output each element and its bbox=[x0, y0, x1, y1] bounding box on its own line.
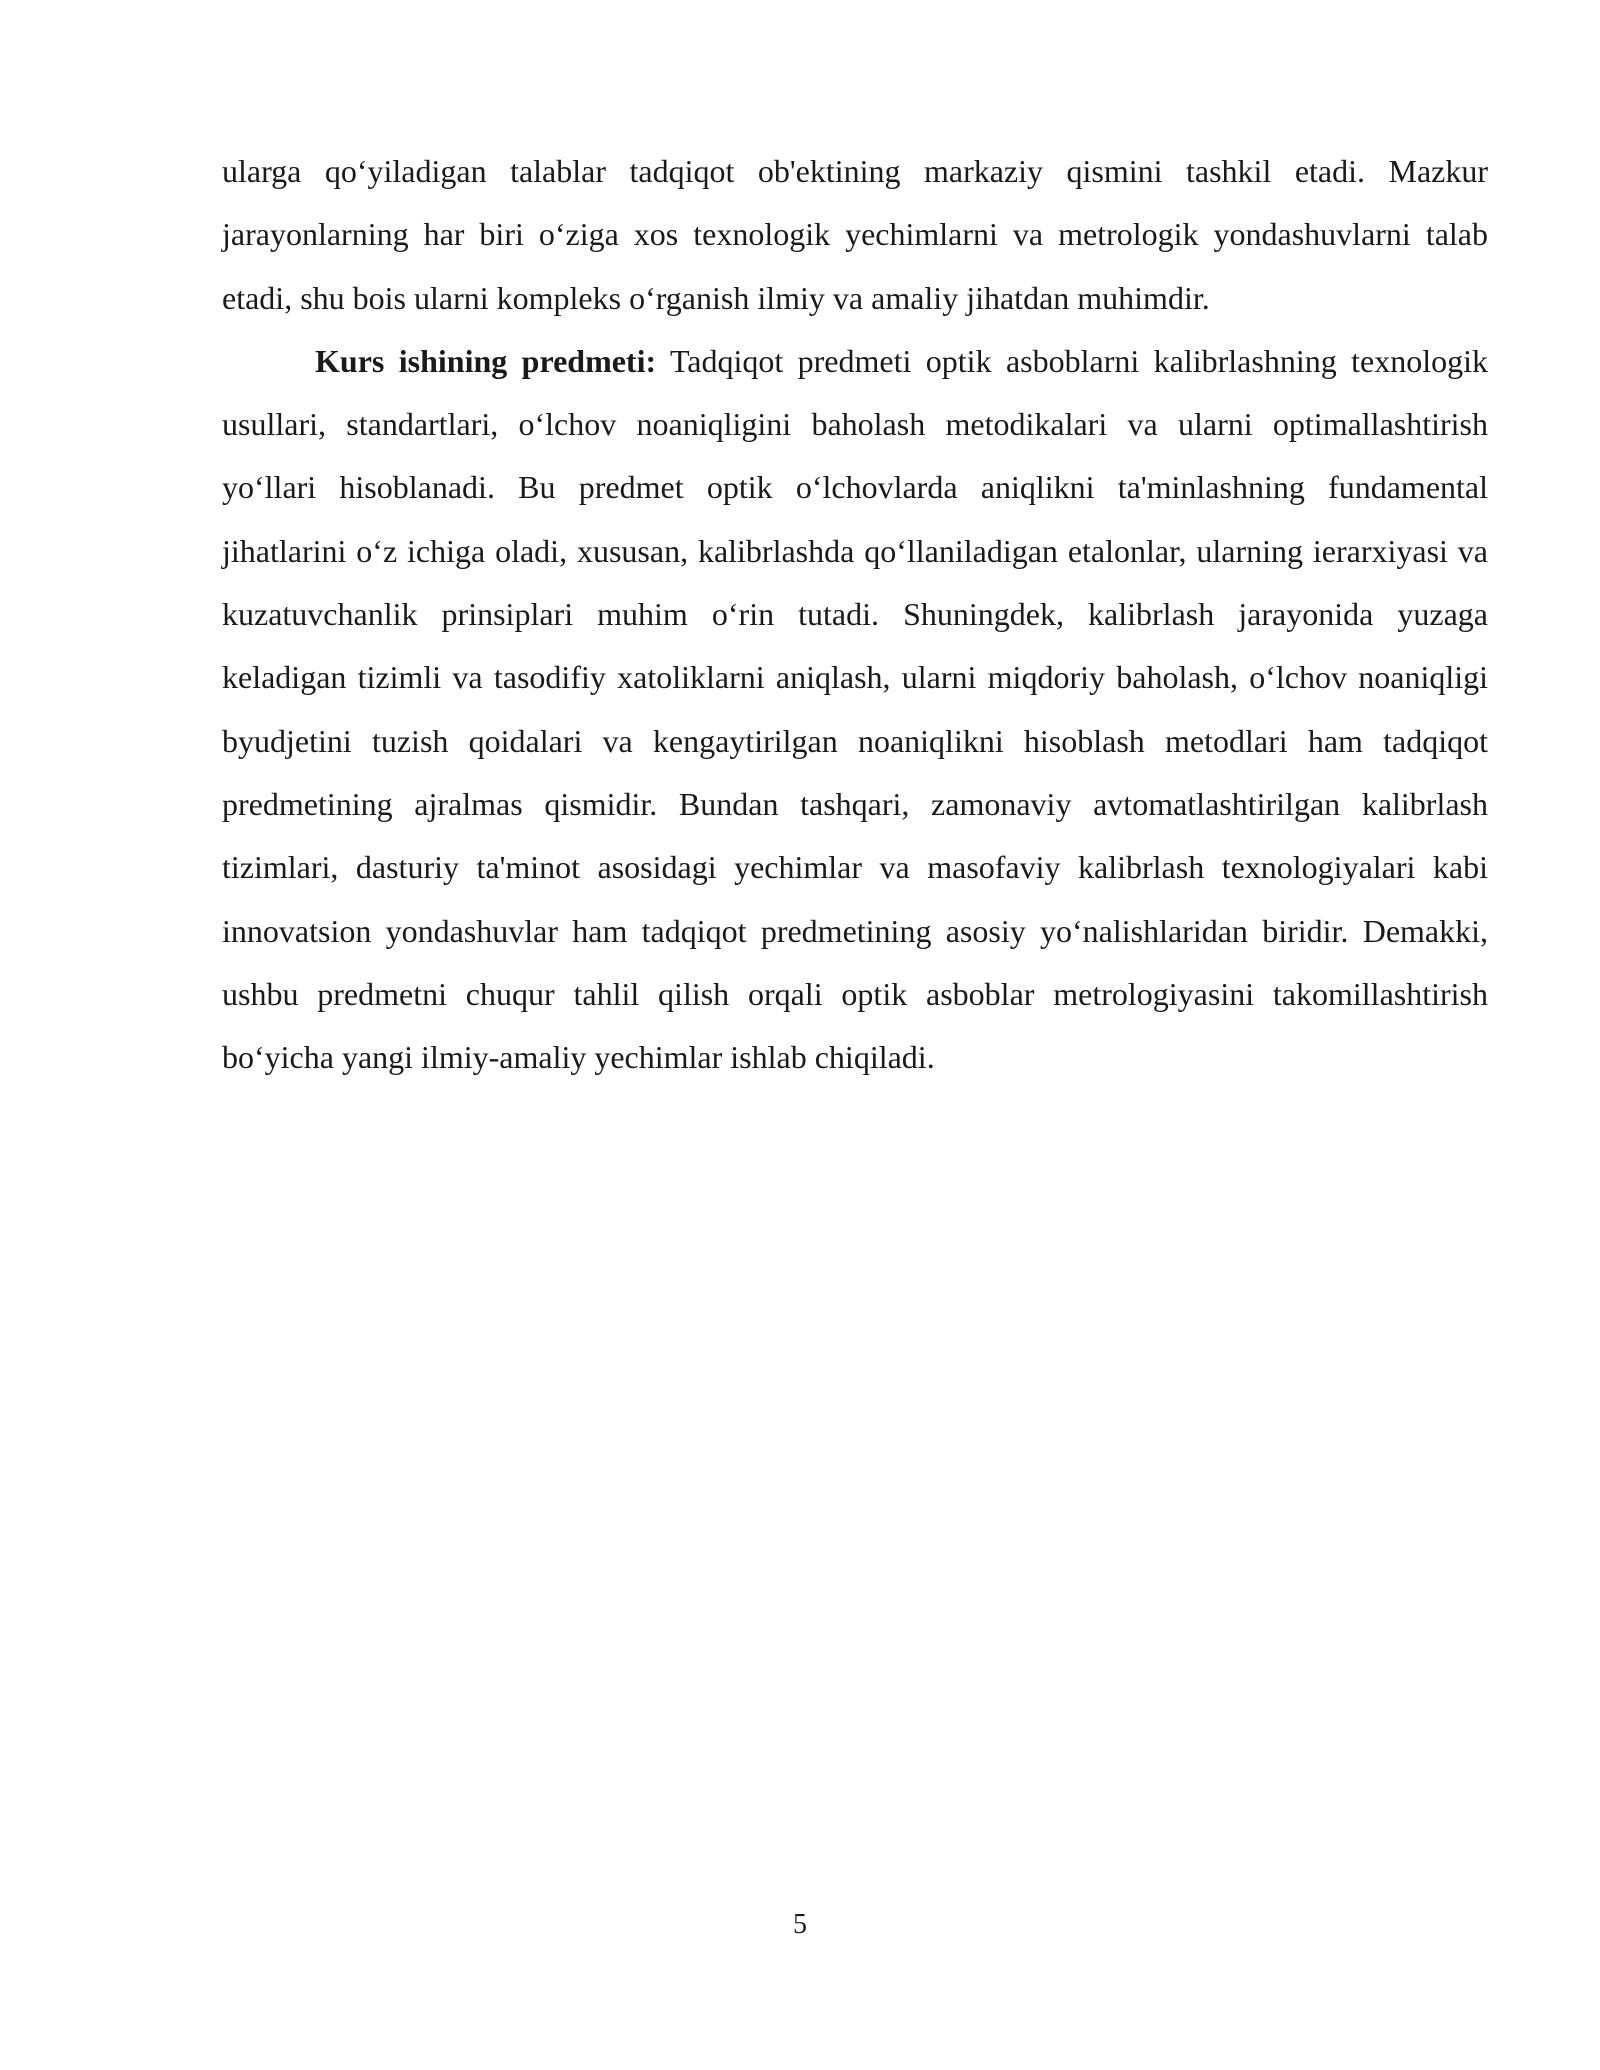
paragraph-body: Tadqiqot predmeti optik asboblarni kalibrlashning texnologik usullari, standartlari, o‘lchov noaniqligini baholash metodikalari va ularni optimallashtirish yo‘llari hisoblanadi. Bu predmet optik o‘lchovlarda aniqlikni ta'minlashning fundamental jihatlarini o‘z ichiga oladi, xususan, kalibrlashda qo‘llaniladigan etalonlar, ularning ierarxiyasi va kuzatuvchanlik prinsiplari muhim o‘rin tutadi. Shuningdek, kalibrlash jarayonida yuzaga keladigan tizimli va tasodifiy xatoliklarni aniqlash, ularni miqdoriy baholash, o‘lchov noaniqligi byudjetini tuzish qoidalari va kengaytirilgan noaniqlikni hisoblash metodlari ham tadqiqot predmetining ajralmas qismidir. Bundan tashqari, zamonaviy avtomatlashtirilgan kalibrlash tizimlari, dasturiy ta'minot asosidagi yechimlar va masofaviy kalibrlash texnologiyalari kabi innovatsion yondashuvlar ham tadqiqot predmetining asosiy yo‘nalishlaridan biridir. Demakki, ushbu predmetni chuqur tahlil qilish orqali optik asboblar metrologiyasini takomillashtirish bo‘yicha yangi ilmiy-amaliy yechimlar ishlab chiqiladi. bbox=[222, 342, 1489, 1076]
paragraph-intro-continuation: ularga qo‘yiladigan talablar tadqiqot ob'ektining markaziy qismini tashkil etadi. Mazkur jarayonlarning har biri o‘ziga xos texnologik yechimlarni va metrologik yondashuvlarni talab etadi, shu bois ularni kompleks o‘rganish ilmiy va amaliy jihatdan muhimdir. bbox=[222, 153, 1488, 316]
body-text bbox=[222, 140, 1488, 1089]
paragraph-course-subject bbox=[222, 330, 1488, 1090]
paragraph-lead-heading: Kurs ishining predmeti: bbox=[315, 342, 657, 379]
page-number: 5 bbox=[793, 1909, 807, 1940]
